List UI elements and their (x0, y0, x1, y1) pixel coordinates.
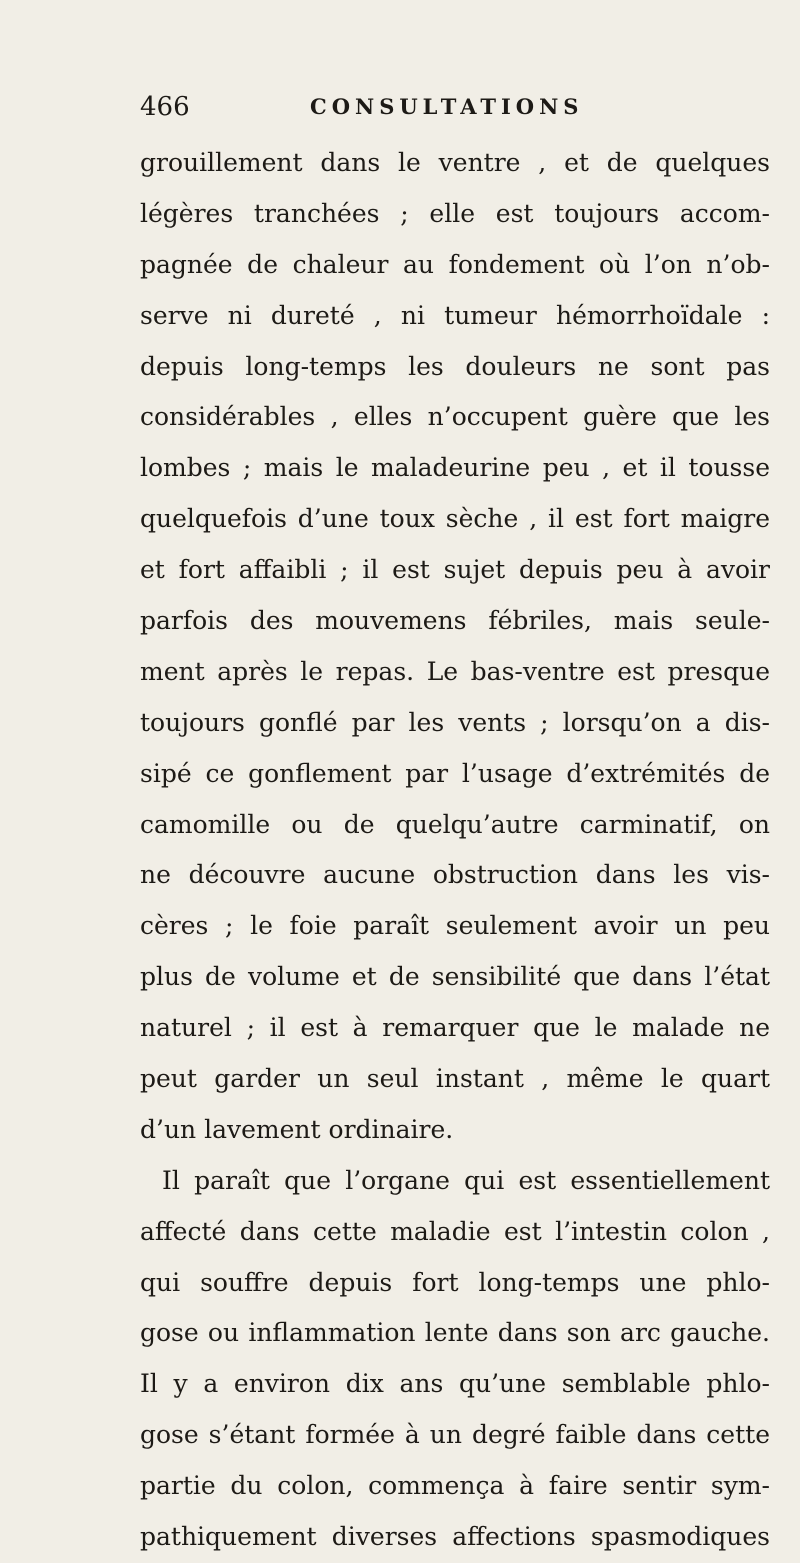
text-line: considérables , elles n’occupent guère que les (140, 402, 770, 432)
text-line: grouillement dans le ventre , et de quelques (140, 148, 770, 177)
text-line: gose s’étant formée à un degré faible dans cette (140, 1420, 770, 1450)
text-line: ment après le repas. Le bas-ventre est presque (140, 656, 770, 686)
text-line: peut garder un seul instant , même le quart (140, 1064, 770, 1094)
text-line: camomille ou de quelqu’autre carminatif, on (140, 809, 770, 839)
text-line: ne découvre aucune obstruction dans les vis- (140, 860, 770, 890)
text-line: et fort affaibli ; il est sujet depuis peu à avoir (140, 555, 770, 585)
text-line: qui souffre depuis fort long-temps une phlo- (140, 1267, 770, 1297)
text-line: parfois des mouvemens fébriles, mais seule- (140, 606, 770, 636)
running-title: CONSULTATIONS (310, 94, 584, 119)
text-line: toujours gonflé par les vents ; lorsqu’on a dis- (140, 707, 770, 737)
text-line: naturel ; il est à remarquer que le malade ne (140, 1013, 770, 1043)
paragraph-end-line: d’un lavement ordinaire. (140, 1114, 454, 1144)
text-line: lombes ; mais le maladeurine peu , et il tousse (140, 453, 770, 483)
text-line: pagnée de chaleur au fondement où l’on n’ob- (140, 249, 770, 279)
body-text (140, 138, 770, 1563)
text-line: Il y a environ dix ans qu’une semblable phlo- (140, 1369, 770, 1399)
text-line: affecté dans cette maladie est l’intestin colon , (140, 1216, 770, 1246)
text-line: sipé ce gonflement par l’usage d’extrémités de (140, 758, 770, 788)
text-line: partie du colon, commença à faire sentir sym- (140, 1471, 770, 1501)
text-line: depuis long-temps les douleurs ne sont pas (140, 351, 770, 381)
text-line: quelquefois d’une toux sèche , il est fort maigre (140, 504, 770, 534)
text-line: pathiquement diverses affections spasmodiques (140, 1522, 770, 1552)
text-line: cères ; le foie paraît seulement avoir un peu (140, 911, 770, 941)
text-line: gose ou inflammation lente dans son arc gauche. (140, 1318, 770, 1348)
text-line: serve ni dureté , ni tumeur hémorrhoïdale : (140, 300, 770, 330)
page-header (140, 92, 760, 126)
page-number: 466 (140, 92, 190, 122)
text-line: légères tranchées ; elle est toujours accom- (140, 198, 770, 228)
paragraph-start-line: Il paraît que l’organe qui est essentiellement (162, 1165, 770, 1195)
text-line: plus de volume et de sensibilité que dans l’état (140, 962, 770, 992)
